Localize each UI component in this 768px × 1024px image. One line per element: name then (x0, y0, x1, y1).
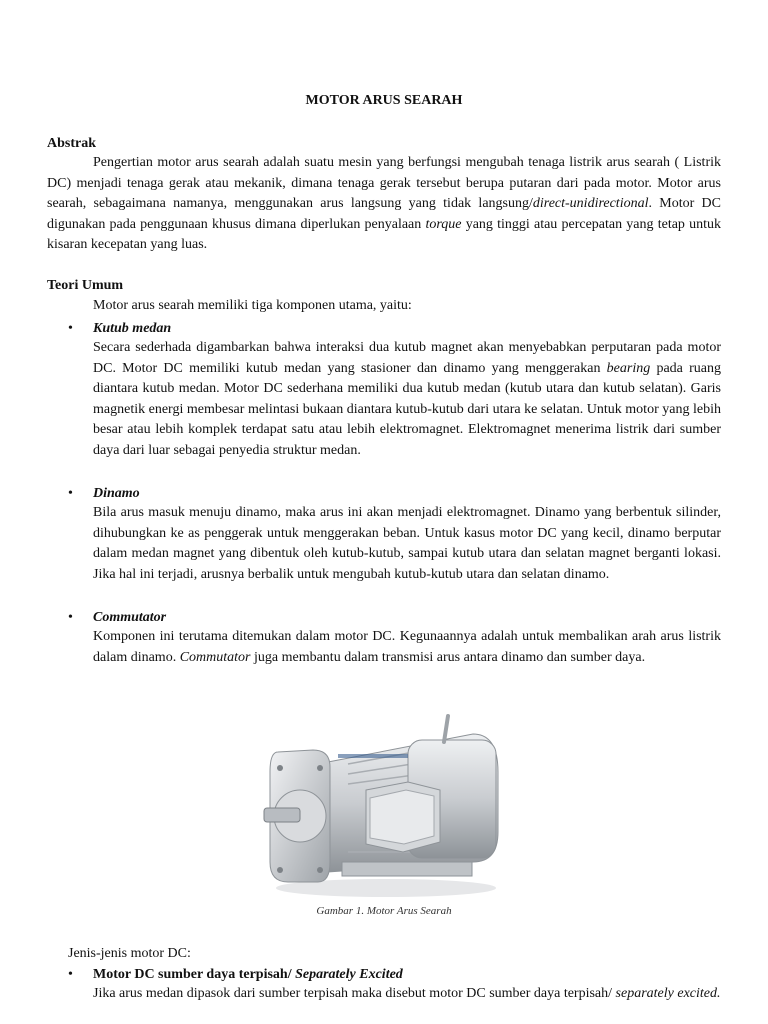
bullet-kutub: • (68, 321, 73, 336)
abstrak-paragraph (47, 153, 721, 256)
commutator-text-1: Komponen ini terutama ditemukan dalam motor DC. Kegunaannya adalah untuk membalikan arah arus listrik dalam dinamo. (93, 629, 721, 665)
jenis-item1-body-text: Jika arus medan dipasok dari sumber terpisah maka disebut motor DC sumber daya terpisah/ (93, 986, 616, 1001)
jenis-item1-title-italic: Separately Excited (295, 967, 403, 982)
abstrak-text-1: Pengertian motor arus searah adalah suatu mesin yang berfungsi mengubah tenaga listrik arus searah ( Listrik DC) menjadi tenaga gerak atau mekanik, dimana tenaga gerak tersebut berupa putaran dari pada motor. Motor arus searah, sebagaimana namanya, menggunakan arus langsung yang tidak langsung/ (47, 155, 721, 211)
bullet-jenis-1: • (68, 967, 73, 982)
motor-figure (258, 712, 508, 902)
bullet-commutator: • (68, 610, 73, 625)
abstrak-text-2: . Motor DC digunakan pada penggunaan khusus dimana diperlukan penyalaan (47, 196, 721, 232)
motor-bolt-3 (277, 867, 283, 873)
dinamo-body: Bila arus masuk menuju dinamo, maka arus ini akan menjadi elektromagnet. Dinamo yang berbentuk silinder, dihubungkan ke as penggerak untuk menggerakan beban. Untuk kasus motor DC yang kecil, dinamo berputar dalam medan magnet yang dibentuk oleh kutub-kutub, sampai kutub utara dan selatan magnet berganti lokasi. Jika hal ini terjadi, arusnya berbalik untuk mengubah kutub-kutub utara dan selatan dinamo. (93, 505, 721, 582)
abstrak-italic-1: direct-unidirectional (532, 196, 649, 211)
teori-intro: Motor arus searah memiliki tiga komponen utama, yaitu: (93, 298, 412, 313)
dinamo-title: Dinamo (93, 486, 140, 501)
motor-bolt-1 (277, 765, 283, 771)
jenis-item1-title-text: Motor DC sumber daya terpisah/ (93, 967, 296, 982)
kutub-title: Kutub medan (93, 321, 172, 336)
motor-terminal-lid (370, 790, 434, 844)
commutator-title: Commutator (93, 610, 167, 625)
motor-lever (444, 716, 448, 742)
motor-shaft (264, 808, 300, 822)
commutator-italic: Commutator (179, 649, 251, 665)
bullet-dinamo: • (68, 486, 73, 501)
motor-label-stripe (338, 754, 408, 758)
jenis-item1-title (93, 967, 403, 983)
abstrak-italic-2: torque (425, 216, 462, 232)
page-title: MOTOR ARUS SEARAH (305, 93, 463, 108)
kutub-italic: bearing (606, 360, 651, 376)
jenis-item1-body (93, 984, 721, 1005)
commutator-text-2: juga membantu dalam transmisi arus antara dinamo dan sumber daya. (250, 649, 646, 665)
figure-caption: Gambar 1. Motor Arus Searah (316, 905, 452, 917)
abstrak-heading: Abstrak (47, 136, 97, 151)
jenis-item1-body-italic: separately excited. (615, 986, 721, 1001)
jenis-intro: Jenis-jenis motor DC: (68, 946, 191, 961)
kutub-text-2: pada ruang diantara kutub medan. Motor DC sederhana memiliki dua kutub medan (kutub utara dan kutub selatan). Garis magnetik energi membesar melintasi bukaan diantara kutub-kutub dari utara ke selatan. Untuk motor yang lebih besar atau lebih komplek terdapat satu atau lebih elektromagnet. Elektromagnet menerima listrik dari sumber daya dari luar sebagai penyedia struktur medan. (93, 360, 721, 458)
kutub-text-1: Secara sederhada digambarkan bahwa interaksi dua kutub magnet akan menyebabkan perputaran pada motor DC. Motor DC memiliki kutub medan yang stasioner dan dinamo yang menggerakan (93, 340, 721, 376)
teori-heading: Teori Umum (47, 278, 124, 293)
motor-foot (342, 862, 472, 876)
abstrak-text-3: yang tinggi atau percepatan yang tetap untuk kisaran kecepatan yang luas. (47, 216, 721, 252)
commutator-body (93, 627, 721, 668)
motor-bolt-2 (317, 765, 323, 771)
kutub-body (93, 338, 721, 461)
motor-bolt-4 (317, 867, 323, 873)
